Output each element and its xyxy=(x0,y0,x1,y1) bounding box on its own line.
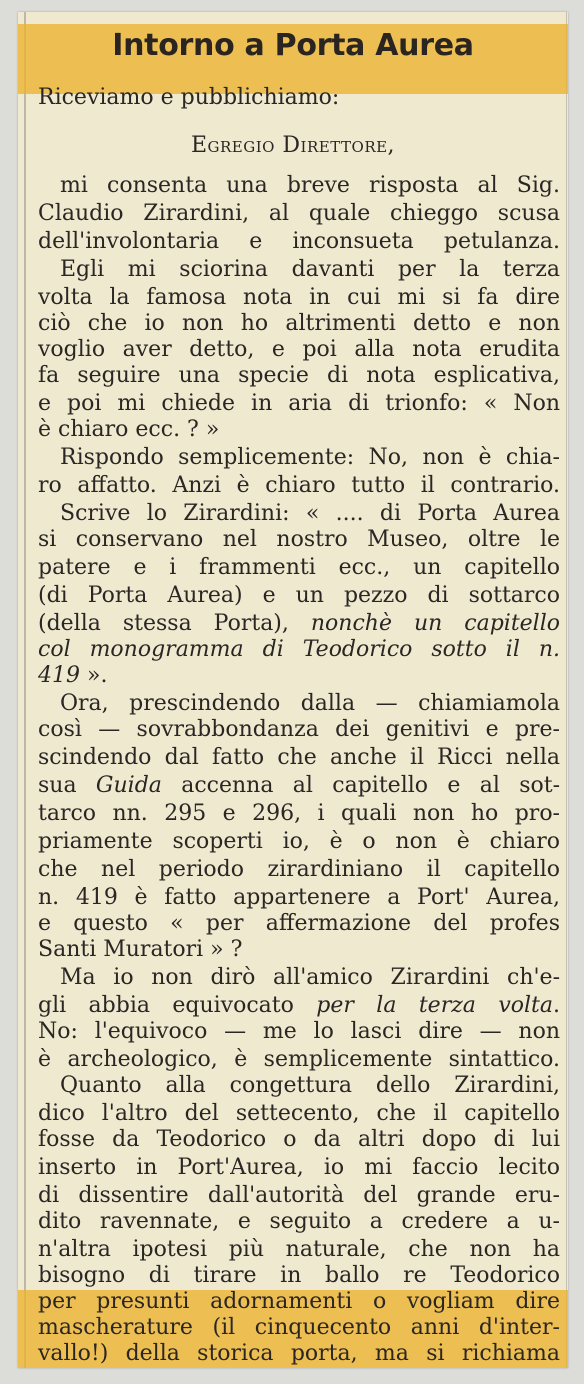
text-line: fosse da Teodorico o da altri dopo di lui xyxy=(38,1127,560,1152)
text-line: mascherature (il cinquecento anni d'inter- xyxy=(38,1315,560,1340)
text-line: Rispondo semplicemente: No, non è chia- xyxy=(60,445,560,470)
text-line: dito ravennate, e seguito a credere a u- xyxy=(38,1209,560,1234)
article-body xyxy=(18,12,568,1368)
text-line: gli abbia equivocato per la terza volta. xyxy=(38,993,560,1018)
text-line: (della stessa Porta), nonchè un capitello xyxy=(38,611,561,636)
text-line: sua Guida accenna al capitello e al sot- xyxy=(38,773,561,798)
text-line: Egli mi sciorina davanti per la terza xyxy=(60,257,560,282)
text-line: Riceviamo e pubblichiamo: xyxy=(38,85,340,110)
text-line: dico l'altro del settecento, che il capitello xyxy=(38,1101,560,1126)
text-line: Santi Muratori » ? xyxy=(38,937,243,962)
text-line: 419 ». xyxy=(38,663,108,688)
text-line: Ma io non dirò all'amico Zirardini ch'e- xyxy=(60,965,560,990)
text-line: inserto in Port'Aurea, io mi faccio lecito xyxy=(38,1155,560,1180)
text-line: ro affatto. Anzi è chiaro tutto il contrario. xyxy=(38,473,560,498)
text-line: e questo « per affermazione del profes xyxy=(38,911,560,936)
text-line: è chiaro ecc. ? » xyxy=(38,417,220,442)
text-line: e poi mi chiede in aria di trionfo: « Non xyxy=(38,391,560,416)
text-line: fa seguire una specie di nota esplicativa, xyxy=(38,363,560,388)
text-line: priamente scoperti io, è o non è chiaro xyxy=(38,829,560,854)
salutation: Egregio Direttore, xyxy=(190,133,396,158)
text-line: n'altra ipotesi più naturale, che non ha xyxy=(38,1237,560,1262)
text-line: (di Porta Aurea) e un pezzo di sottarco xyxy=(38,583,560,608)
text-line: Claudio Zirardini, al quale chieggo scusa xyxy=(38,201,560,226)
text-line: mi consenta una breve risposta al Sig. xyxy=(60,173,560,198)
newspaper-clipping xyxy=(18,12,568,1368)
text-line: n. 419 è fatto appartenere a Port' Aurea, xyxy=(38,885,560,910)
text-line: No: l'equivoco — me lo lasci dire — non xyxy=(38,1019,560,1044)
text-line: Scrive lo Zirardini: « .... di Porta Aurea xyxy=(60,501,560,526)
text-line: per presunti adornamenti o vogliam dire xyxy=(38,1289,560,1314)
text-line: è archeologico, è semplicemente sintattico. xyxy=(38,1047,560,1072)
text-line: Ora, prescindendo dalla — chiamiamola xyxy=(60,691,560,716)
text-line: scindendo dal fatto che anche il Ricci nella xyxy=(38,745,560,770)
text-line: col monogramma di Teodorico sotto il n. xyxy=(38,637,560,662)
text-line: così — sovrabbondanza dei genitivi e pre- xyxy=(38,717,560,742)
text-line: tarco nn. 295 e 296, i quali non ho pro- xyxy=(38,801,560,826)
text-line: Quanto alla congettura dello Zirardini, xyxy=(60,1073,560,1098)
text-line: volta la famosa nota in cui mi si fa dire xyxy=(38,285,560,310)
article-headline: Intorno a Porta Aurea xyxy=(112,28,474,63)
text-line: di dissentire dall'autorità del grande eru- xyxy=(38,1183,560,1208)
text-line: si conservano nel nostro Museo, oltre le xyxy=(38,527,560,552)
text-line: vallo!) della storica porta, ma si richiama xyxy=(38,1341,560,1366)
text-line: patere e i frammenti ecc., un capitello xyxy=(38,555,560,580)
text-line: che nel periodo zirardiniano il capitello xyxy=(38,857,560,882)
text-line: bisogno di tirare in ballo re Teodorico xyxy=(38,1263,560,1288)
text-line: dell'involontaria e inconsueta petulanza. xyxy=(38,229,560,254)
text-line: ciò che io non ho altrimenti detto e non xyxy=(38,311,560,336)
text-line: voglio aver detto, e poi alla nota erudita xyxy=(38,337,560,362)
